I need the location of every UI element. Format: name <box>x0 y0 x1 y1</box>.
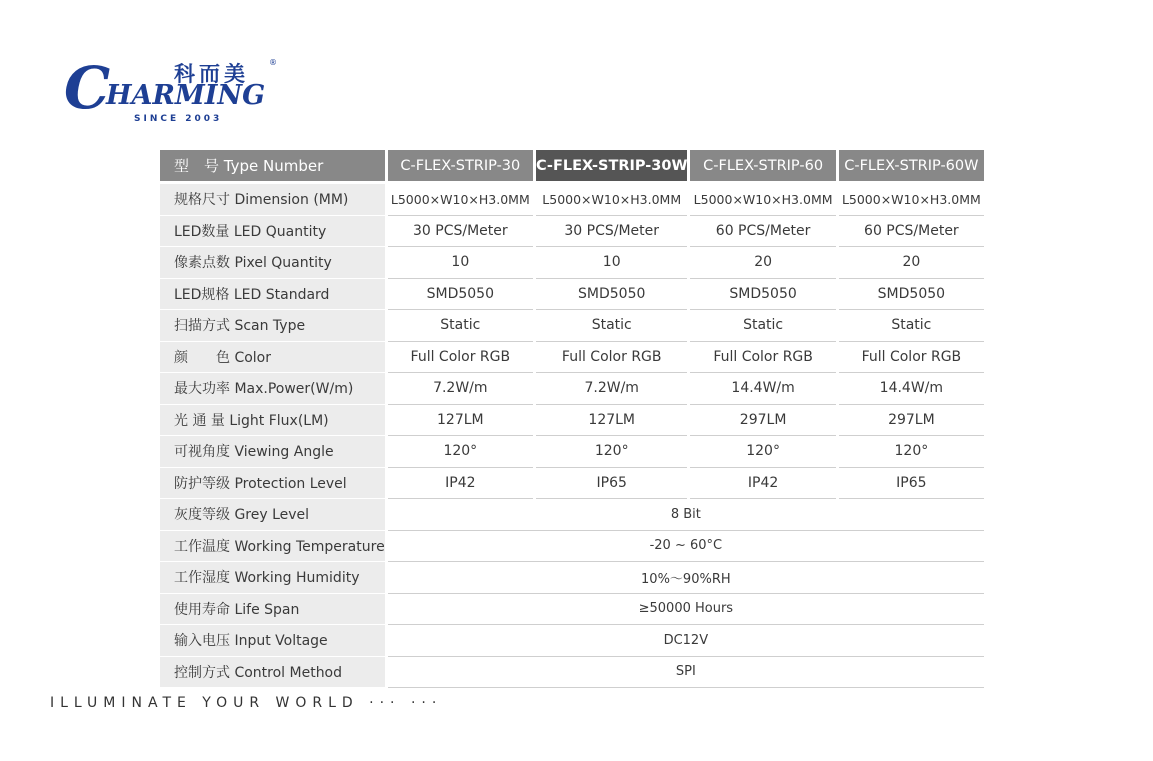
table-row <box>160 247 984 279</box>
row-label: 灰度等级 Grey Level <box>160 499 385 531</box>
table-cell: SMD5050 <box>839 279 984 311</box>
brand-logo <box>64 56 284 128</box>
shared-cell: -20 ~ 60°C <box>388 531 984 563</box>
table-row <box>160 499 984 531</box>
table-row <box>160 562 984 594</box>
table-cell: IP65 <box>839 468 984 500</box>
table-cell: 297LM <box>690 405 835 437</box>
logo-wordmark: HARMING <box>106 80 266 111</box>
spec-table <box>157 150 987 688</box>
table-cell: L5000×W10×H3.0MM <box>388 184 533 216</box>
table-cell: 120° <box>536 436 688 468</box>
table-body <box>160 184 984 688</box>
table-row <box>160 594 984 626</box>
spec-table-wrapper <box>160 150 985 688</box>
table-cell: 127LM <box>536 405 688 437</box>
model-header: C-FLEX-STRIP-60W <box>839 150 984 184</box>
table-cell: SMD5050 <box>388 279 533 311</box>
model-header: C-FLEX-STRIP-30W <box>536 150 688 184</box>
row-label: 控制方式 Control Method <box>160 657 385 689</box>
table-cell: 127LM <box>388 405 533 437</box>
table-cell: Static <box>839 310 984 342</box>
table-row <box>160 373 984 405</box>
table-cell: Full Color RGB <box>388 342 533 374</box>
table-cell: 120° <box>388 436 533 468</box>
table-cell: 14.4W/m <box>839 373 984 405</box>
model-header: C-FLEX-STRIP-30 <box>388 150 533 184</box>
row-label: LED数量 LED Quantity <box>160 216 385 248</box>
table-row <box>160 436 984 468</box>
table-cell: 20 <box>690 247 835 279</box>
shared-cell: 8 Bit <box>388 499 984 531</box>
table-cell: 20 <box>839 247 984 279</box>
table-row <box>160 310 984 342</box>
table-row <box>160 625 984 657</box>
shared-cell: 10%～90%RH <box>388 562 984 594</box>
logo-chinese-name: 科而美 <box>174 62 249 86</box>
table-cell: L5000×W10×H3.0MM <box>536 184 688 216</box>
table-cell: 7.2W/m <box>536 373 688 405</box>
table-cell: Static <box>690 310 835 342</box>
table-cell: IP65 <box>536 468 688 500</box>
logo-letter-c: C <box>64 54 111 122</box>
table-cell: 10 <box>388 247 533 279</box>
row-label: LED规格 LED Standard <box>160 279 385 311</box>
row-label: 最大功率 Max.Power(W/m) <box>160 373 385 405</box>
table-cell: 7.2W/m <box>388 373 533 405</box>
table-row <box>160 657 984 689</box>
table-cell: Full Color RGB <box>690 342 835 374</box>
table-cell: L5000×W10×H3.0MM <box>839 184 984 216</box>
header-label: 型 号 Type Number <box>160 150 385 184</box>
table-row <box>160 216 984 248</box>
row-label: 扫描方式 Scan Type <box>160 310 385 342</box>
footer-slogan: ILLUMINATE YOUR WORLD ··· ··· <box>50 695 443 711</box>
table-cell: 297LM <box>839 405 984 437</box>
row-label: 像素点数 Pixel Quantity <box>160 247 385 279</box>
table-cell: 120° <box>839 436 984 468</box>
table-header-row <box>160 150 984 184</box>
shared-cell: ≥50000 Hours <box>388 594 984 626</box>
table-row <box>160 279 984 311</box>
row-label: 防护等级 Protection Level <box>160 468 385 500</box>
row-label: 光 通 量 Light Flux(LM) <box>160 405 385 437</box>
row-label: 工作温度 Working Temperature <box>160 531 385 563</box>
table-row <box>160 184 984 216</box>
table-cell: 60 PCS/Meter <box>839 216 984 248</box>
table-cell: Static <box>388 310 533 342</box>
table-cell: Full Color RGB <box>536 342 688 374</box>
logo-since: SINCE 2003 <box>134 114 223 124</box>
table-cell: SMD5050 <box>536 279 688 311</box>
row-label: 工作湿度 Working Humidity <box>160 562 385 594</box>
table-cell: 120° <box>690 436 835 468</box>
shared-cell: SPI <box>388 657 984 689</box>
table-cell: Full Color RGB <box>839 342 984 374</box>
table-cell: 30 PCS/Meter <box>536 216 688 248</box>
table-row <box>160 405 984 437</box>
table-row <box>160 531 984 563</box>
table-cell: 30 PCS/Meter <box>388 216 533 248</box>
table-row <box>160 342 984 374</box>
table-cell: Static <box>536 310 688 342</box>
table-cell: SMD5050 <box>690 279 835 311</box>
table-cell: IP42 <box>690 468 835 500</box>
table-cell: 14.4W/m <box>690 373 835 405</box>
model-header: C-FLEX-STRIP-60 <box>690 150 835 184</box>
table-cell: IP42 <box>388 468 533 500</box>
table-cell: L5000×W10×H3.0MM <box>690 184 835 216</box>
row-label: 使用寿命 Life Span <box>160 594 385 626</box>
row-label: 输入电压 Input Voltage <box>160 625 385 657</box>
table-cell: 60 PCS/Meter <box>690 216 835 248</box>
row-label: 可视角度 Viewing Angle <box>160 436 385 468</box>
shared-cell: DC12V <box>388 625 984 657</box>
table-row <box>160 468 984 500</box>
logo-registered-mark: ® <box>269 58 277 67</box>
row-label: 颜 色 Color <box>160 342 385 374</box>
row-label: 规格尺寸 Dimension (MM) <box>160 184 385 216</box>
table-cell: 10 <box>536 247 688 279</box>
